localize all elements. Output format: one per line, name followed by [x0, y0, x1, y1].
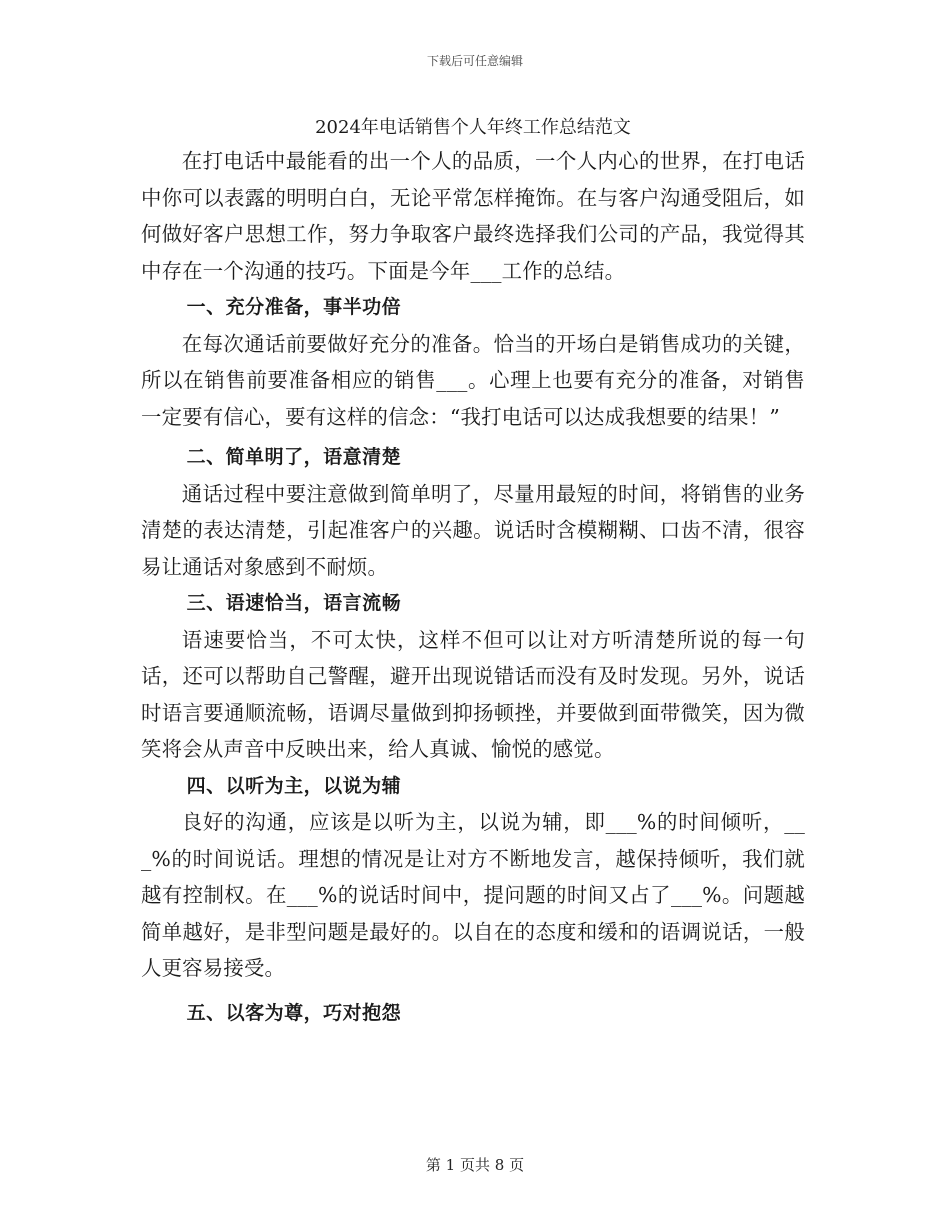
- page-header-note: 下载后可任意编辑: [426, 54, 523, 68]
- section-body-4: 良好的沟通，应该是以听为主，以说为辅，即___%的时间倾听，___%的时间说话。理想的情况是让对方不断地发言，越保持倾听，我们就越有控制权。在___%的说话时间中，提问题的时间又占了___%。问题越简单越好，是非型问题是最好的。以自在的态度和缓和的语调说话，一般人更容易接受。: [141, 810, 805, 980]
- section-heading-3: 三、语速恰当，语言流畅: [186, 592, 402, 614]
- document-title: 2024年电话销售个人年终工作总结范文: [315, 117, 631, 138]
- document-body: [141, 113, 805, 1031]
- intro-paragraph: 在打电话中最能看的出一个人的品质，一个人内心的世界，在打电话中你可以表露的明明白白，无论平常怎样掩饰。在与客户沟通受阻后，如何做好客户思想工作，努力争取客户最终选择我们公司的产品，我觉得其中存在一个沟通的技巧。下面是今年___工作的总结。: [141, 149, 805, 283]
- section-heading-1: 一、充分准备，事半功倍: [186, 296, 402, 318]
- section-heading-5: 五、以客为尊，巧对抱怨: [186, 1001, 402, 1024]
- section-heading-2: 二、简单明了，语意清楚: [186, 446, 402, 468]
- page-number-footer: 第 1 页共 8 页: [425, 1156, 525, 1174]
- section-heading-4: 四、以听为主，以说为辅: [186, 774, 402, 797]
- section-body-1: 在每次通话前要做好充分的准备。恰当的开场白是销售成功的关键，所以在销售前要准备相应的销售___。心理上也要有充分的准备，对销售一定要有信心，要有这样的信念：“我打电话可以达成我想要的结果！”: [141, 331, 805, 429]
- section-body-2: 通话过程中要注意做到简单明了，尽量用最短的时间，将销售的业务清楚的表达清楚，引起准客户的兴趣。说话时含模糊糊、口齿不清，很容易让通话对象感到不耐烦。: [141, 481, 805, 579]
- section-body-3: 语速要恰当，不可太快，这样不但可以让对方听清楚所说的每一句话，还可以帮助自己警醒，避开出现说错话而没有及时发现。另外，说话时语言要通顺流畅，语调尽量做到抑扬顿挫，并要做到面带微笑，因为微笑将会从声音中反映出来，给人真诚、愉悦的感觉。: [141, 627, 805, 761]
